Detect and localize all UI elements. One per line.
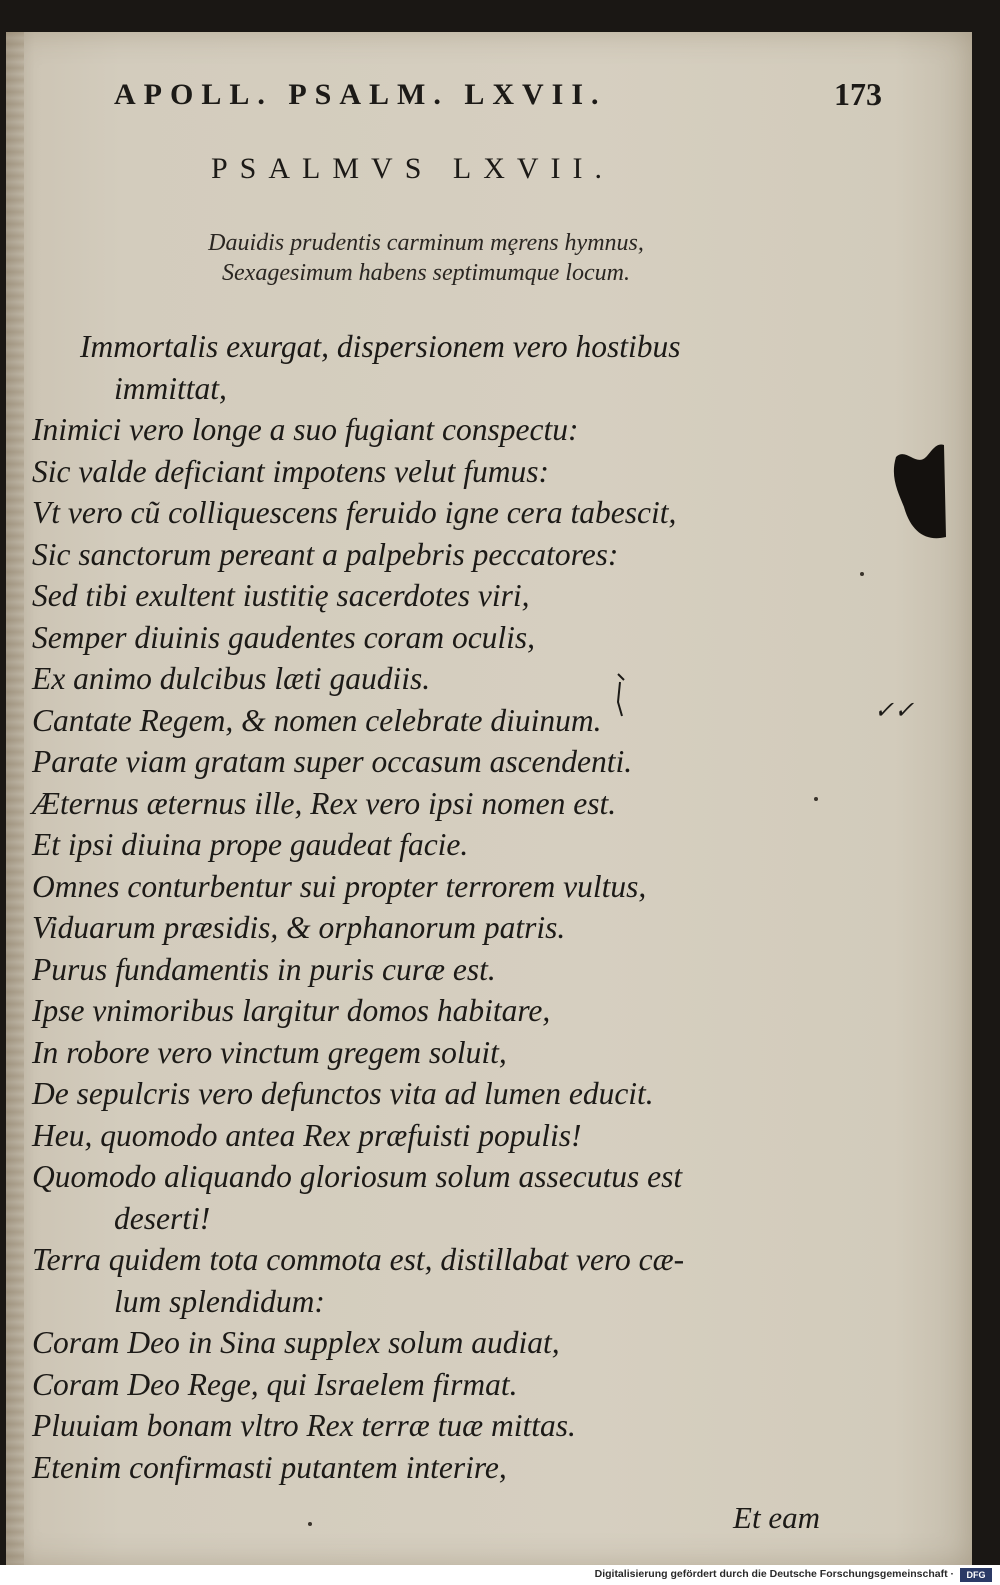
verse-line: Cantate Regem, & nomen celebrate diuinum. <box>32 702 602 738</box>
handwritten-caret-mark <box>600 672 640 722</box>
verse-line: Et ipsi diuina prope gaudeat facie. <box>32 827 469 862</box>
verse-line: In robore vero vinctum gregem soluit, <box>32 1034 507 1070</box>
book-page <box>6 32 972 1565</box>
verse-line: Coram Deo Rege, qui Israelem firmat. <box>32 1366 518 1402</box>
ink-speck <box>814 797 818 801</box>
ink-speck <box>860 572 864 576</box>
verse-line: Pluuiam bonam vltro Rex terræ tuæ mittas. <box>32 1408 576 1443</box>
verse-line: Heu, quomodo antea Rex præfuisti populis! <box>32 1117 582 1153</box>
verse-line: Terra quidem tota commota est, distillabat vero cæ- <box>32 1242 685 1277</box>
psalm-title: PSALMVS LXVII. <box>211 152 615 185</box>
page-header <box>114 74 882 124</box>
subtitle-line-1: Dauidis prudentis carminum mȩrens hymnus, <box>208 230 644 256</box>
verse-line: Sed tibi exultent iustitię sacerdotes viri, <box>32 578 530 613</box>
verse-line: Vt vero cũ colliquescens feruido igne cera tabescit, <box>32 495 677 530</box>
catchword: Et eam <box>733 1500 820 1535</box>
verse-line: deserti! <box>114 1200 211 1236</box>
digitization-footer <box>0 1565 1000 1585</box>
ink-speck <box>308 1522 312 1526</box>
subtitle-line-2: Sexagesimum habens septimumque locum. <box>222 260 630 286</box>
verse-line: Immortalis exurgat, dispersionem vero hostibus <box>80 329 681 364</box>
page-gutter-edge <box>6 32 24 1565</box>
ink-blot-mark <box>886 437 950 547</box>
verse-body <box>32 326 852 1488</box>
verse-line: De sepulcris vero defunctos vita ad lumen educit. <box>32 1076 654 1111</box>
verse-line: Omnes conturbentur sui propter terrorem vultus, <box>32 868 647 904</box>
funding-credit: Digitalisierung gefördert durch die Deutsche Forschungsgemeinschaft · <box>594 1568 954 1580</box>
verse-line: Parate viam gratam super occasum ascendenti. <box>32 744 633 779</box>
verse-line: Ex animo dulcibus læti gaudiis. <box>32 661 431 696</box>
verse-line: Æternus æternus ille, Rex vero ipsi nomen est. <box>32 785 617 821</box>
running-head: APOLL. PSALM. LXVII. <box>114 78 607 111</box>
verse-line: Purus fundamentis in puris curæ est. <box>32 951 496 987</box>
verse-line: Quomodo aliquando gloriosum solum assecutus est <box>32 1159 683 1194</box>
verse-line: Viduarum præsidis, & orphanorum patris. <box>32 910 566 945</box>
page-number: 173 <box>834 76 882 112</box>
verse-line: Inimici vero longe a suo fugiant conspectu: <box>32 412 579 447</box>
verse-line: Semper diuinis gaudentes coram oculis, <box>32 619 536 655</box>
verse-line: lum splendidum: <box>114 1283 325 1319</box>
verse-line: Sic valde deficiant impotens velut fumus: <box>32 453 549 489</box>
margin-annotation: ✓✓ <box>874 698 915 724</box>
verse-line: immittat, <box>114 370 227 406</box>
dfg-logo-icon: DFG <box>960 1568 992 1582</box>
verse-line: Coram Deo in Sina supplex solum audiat, <box>32 1325 560 1360</box>
psalm-subtitle <box>106 228 746 288</box>
verse-line: Etenim confirmasti putantem interire, <box>32 1449 507 1485</box>
verse-line: Sic sanctorum pereant a palpebris peccatores: <box>32 536 619 572</box>
verse-line: Ipse vnimoribus largitur domos habitare, <box>32 993 551 1028</box>
